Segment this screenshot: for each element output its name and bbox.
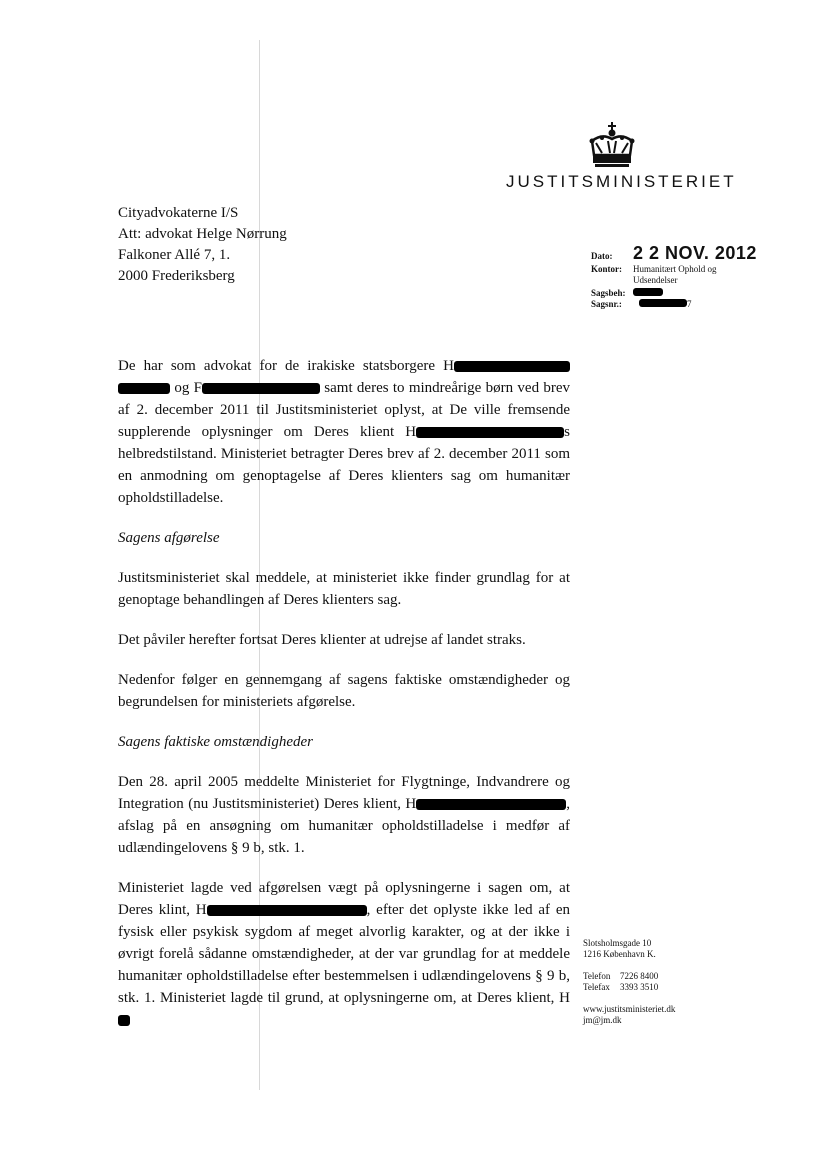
ministry-contact	[583, 938, 675, 1037]
intro-text: samt deres to mindreårige børn ved brev af 2. december 2011 til Justitsministeriet oplyst, at De ville fremsende supplerende oplysninger om Deres klient H	[118, 380, 571, 440]
facts-text: , efter det oplyste ikke led af en fysisk eller psykisk sygdom af meget alvorlig karakter, og at der ikke i øvrigt forelå sådanne omstændigheder, at der var grundlag for at meddele humanitær opholdstilladelse efter bestemmelsen i udlændingelovens § 9 b, stk. 1. Ministeriet lagde til grund, at oplysningerne om, at Deres klient, H	[118, 902, 570, 1006]
facts-text: , afslag på en ansøgning om humanitær opholdstilladelse i medfør af udlændingelovens § 9 b, stk. 1.	[118, 796, 570, 856]
paragraph-decision: Justitsministeriet skal meddele, at ministeriet ikke finder grundlag for at genoptage behandlingen af Deres klienters sag.	[118, 570, 570, 608]
date-stamp: 2 2 NOV. 2012	[633, 243, 757, 263]
redaction	[633, 288, 663, 296]
redaction	[118, 383, 170, 394]
paragraph-review: Nedenfor følger en gennemgang af sagens faktiske omstændigheder og begrundelsen for ministeriets afgørelse.	[118, 672, 570, 710]
intro-text: s helbredstilstand. Ministeriet betragter Deres brev af 2. december 2011 som en anmodning om genoptagelse af Deres klienters sag om humanitær opholdstilladelse.	[118, 424, 570, 506]
intro-text: De har som advokat for de irakiske statsborgere H	[118, 358, 454, 374]
ministry-wordmark: JUSTITSMINISTERIET	[506, 172, 737, 191]
contact-street: Slotsholmsgade 10	[583, 938, 652, 948]
recipient-line: Cityadvokaterne I/S	[118, 205, 239, 221]
office-value: Humanitært Ophold og	[633, 264, 717, 274]
redaction	[207, 905, 367, 916]
paragraph-facts-1	[118, 771, 570, 859]
recipient-address	[118, 203, 287, 287]
redaction	[454, 361, 570, 372]
caseworker-label: Sagsbeh:	[591, 288, 626, 298]
crown-icon	[586, 121, 638, 171]
paragraph-intro	[118, 355, 570, 509]
fax-label: Telefax	[583, 982, 610, 992]
recipient-line: 2000 Frederiksberg	[118, 268, 235, 284]
letter-body	[118, 355, 570, 1049]
redaction	[416, 427, 564, 438]
redaction	[416, 799, 566, 810]
heading-decision: Sagens afgørelse	[118, 530, 220, 546]
contact-website[interactable]: www.justitsministeriet.dk	[583, 1004, 676, 1014]
recipient-line: Att: advokat Helge Nørrung	[118, 226, 287, 242]
office-label: Kontor:	[591, 264, 622, 274]
phone-value: 7226 8400	[620, 971, 659, 981]
letter-meta	[591, 243, 757, 310]
intro-text: og F	[174, 380, 202, 396]
fax-value: 3393 3510	[620, 982, 659, 992]
paragraph-facts-2	[118, 877, 570, 1031]
redaction	[118, 1015, 130, 1026]
facts-text: Den 28. april 2005 meddelte Ministeriet for Flygtninge, Indvandrere og Integration (nu Justitsministeriet) Deres klient, H	[118, 774, 570, 812]
case-number-label: Sagsnr.:	[591, 299, 622, 309]
contact-email[interactable]: jm@jm.dk	[583, 1015, 622, 1025]
heading-facts: Sagens faktiske omstændigheder	[118, 734, 313, 750]
date-label: Dato:	[591, 251, 613, 261]
case-number-suffix: 7	[687, 299, 692, 309]
contact-city: 1216 København K.	[583, 949, 656, 959]
redaction	[639, 299, 687, 307]
redaction	[202, 383, 320, 394]
recipient-line: Falkoner Allé 7, 1.	[118, 247, 231, 263]
office-value-cont: Udsendelser	[633, 275, 678, 285]
phone-label: Telefon	[583, 971, 611, 981]
facts-text: Ministeriet lagde ved afgørelsen vægt på oplysningerne i sagen om, at Deres klint, H	[118, 880, 570, 918]
paragraph-departure: Det påviler herefter fortsat Deres klienter at udrejse af landet straks.	[118, 632, 526, 648]
